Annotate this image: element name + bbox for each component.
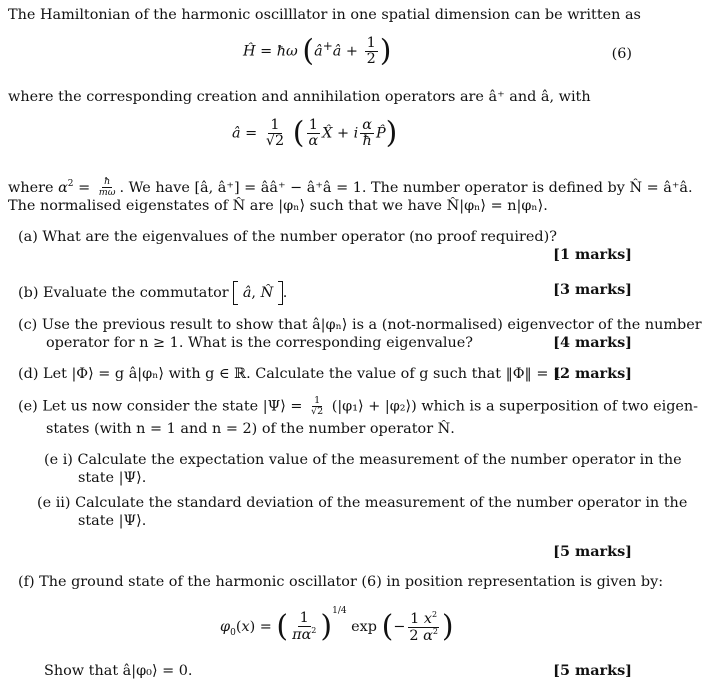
- eigenstate-text: The normalised eigenstates of N̂ are |φₙ⟩ such that we have N̂|φₙ⟩ = n|φₙ⟩.: [8, 198, 548, 214]
- intro-text: The Hamiltonian of the harmonic oscilllator in one spatial dimension can be written as: [8, 7, 641, 23]
- question-c-line1: (c) Use the previous result to show that â|φₙ⟩ is a (not-normalised) eigenvector of the number: [18, 317, 702, 333]
- alpha-text: where $\alpha^2$ = $\frac{ħ}{m\omega}$ . We have [â, â⁺] = ââ⁺ − â⁺â = 1. The number operator is defined by N̂ = â⁺â.: [8, 176, 693, 199]
- marks-b: [3 marks]: [553, 281, 632, 298]
- marks-a: [1 marks]: [553, 246, 632, 263]
- question-eii-line1: (e ii) Calculate the standard deviation of the measurement of the number operator in the: [37, 495, 688, 511]
- question-c-line2: operator for n ≥ 1. What is the corresponding eigenvalue?: [46, 335, 473, 351]
- question-a: (a) What are the eigenvalues of the number operator (no proof required)?: [18, 229, 557, 245]
- question-ei-line1: (e i) Calculate the expectation value of the measurement of the number operator in the: [44, 452, 682, 468]
- equation-number: (6): [611, 46, 632, 62]
- annihilation-equation: â = $\frac{1}{√2}$ ( $\frac{1}{\alpha}$ X̂ + i $\frac{\alpha}{ħ}$ P̂): [232, 115, 398, 151]
- question-e-line1: (e) Let us now consider the state |Ψ⟩ = $\frac{1}{√2}$ (|φ₁⟩ + |φ₂⟩) which is a superposition of two eigen-: [18, 395, 699, 417]
- ground-state-equation: $\varphi_0(x)$ = ( $\frac{1}{\pi\alpha^2}$ )$^{1/4}$ exp (− $\frac{1 x^2}{2 \alpha^2}$ ): [220, 606, 454, 644]
- hamiltonian-equation: Ĥ = ħω (â+â + $\frac{1}{2}$ ): [243, 33, 392, 69]
- question-eii-line2: state |Ψ⟩.: [78, 513, 147, 529]
- question-b: (b) Evaluate the commutator â, N̂ .: [18, 281, 287, 305]
- question-ei-line2: state |Ψ⟩.: [78, 470, 147, 486]
- marks-d: [2 marks]: [553, 365, 632, 382]
- operators-text: where the corresponding creation and annihilation operators are â⁺ and â, with: [8, 89, 591, 105]
- question-e-line2: states (with n = 1 and n = 2) of the number operator N̂.: [46, 421, 455, 437]
- show-text: Show that â|φ₀⟩ = 0.: [44, 663, 193, 679]
- marks-e: [5 marks]: [553, 543, 632, 560]
- marks-c: [4 marks]: [553, 334, 632, 351]
- question-f: (f) The ground state of the harmonic oscillator (6) in position representation is given by:: [18, 574, 664, 590]
- marks-f: [5 marks]: [553, 662, 632, 679]
- question-d: (d) Let |Φ⟩ = g â|φₙ⟩ with g ∈ ℝ. Calculate the value of g such that ‖Φ‖ = 1.: [18, 366, 567, 382]
